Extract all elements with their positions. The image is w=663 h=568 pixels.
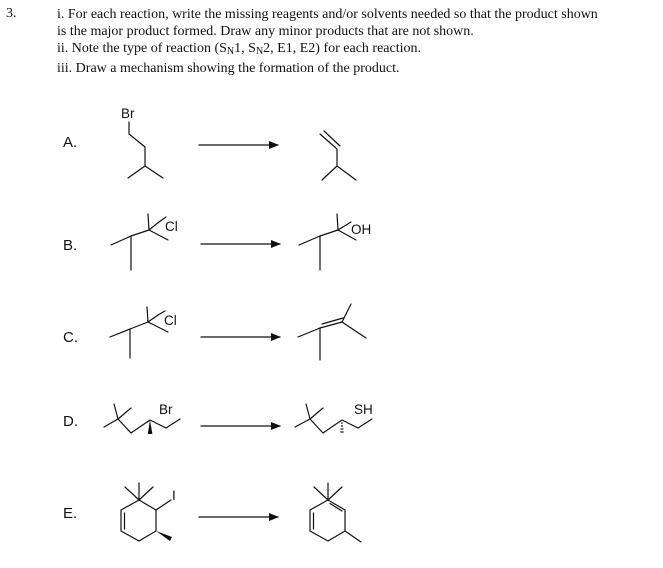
atom-label-d-reactant: Br bbox=[159, 402, 173, 417]
atom-label-b-reactant: Cl bbox=[165, 219, 178, 234]
instruction-line-3-prefix: ii. Note the type of reaction (S bbox=[57, 41, 227, 56]
reaction-label-e: E. bbox=[63, 505, 78, 522]
atom-label-d-product: SH bbox=[354, 402, 373, 417]
subscript-n-1: N bbox=[226, 46, 235, 57]
instruction-line-1: i. For each reaction, write the missing reagents and/or solvents needed so that the product shown bbox=[57, 7, 598, 22]
reactant-a-molecule bbox=[128, 122, 163, 178]
instruction-line-3-end: 2, E1, E2) for each reaction. bbox=[263, 41, 421, 56]
question-number: 3. bbox=[6, 6, 17, 21]
reactant-e-molecule bbox=[121, 483, 171, 541]
hash-bond-d-product bbox=[340, 423, 343, 432]
reaction-label-b: B. bbox=[63, 237, 78, 254]
reaction-label-a: A. bbox=[63, 134, 78, 151]
product-c-molecule bbox=[298, 304, 366, 360]
reactant-c-molecule bbox=[110, 307, 168, 358]
wedge-bond-e-reactant bbox=[156, 531, 172, 541]
atom-label-e-reactant: I bbox=[172, 488, 176, 503]
product-a-molecule bbox=[320, 131, 356, 180]
instruction-line-3-mid: 1, S bbox=[234, 41, 256, 56]
reactant-b-molecule bbox=[111, 214, 168, 270]
subscript-n-2: N bbox=[255, 46, 264, 57]
product-b-molecule bbox=[299, 214, 356, 270]
product-e-molecule bbox=[310, 483, 361, 542]
atom-label-a-reactant: Br bbox=[121, 106, 135, 121]
atom-label-c-reactant: Cl bbox=[164, 313, 177, 328]
wedge-bond-d-reactant bbox=[148, 420, 153, 434]
instruction-line-2: is the major product formed. Draw any minor products that are not shown. bbox=[57, 24, 474, 39]
atom-label-b-product: OH bbox=[351, 222, 372, 237]
reaction-label-c: C. bbox=[63, 329, 78, 346]
instruction-line-4: iii. Draw a mechanism showing the formation of the product. bbox=[57, 61, 400, 76]
reaction-label-d: D. bbox=[63, 413, 78, 430]
